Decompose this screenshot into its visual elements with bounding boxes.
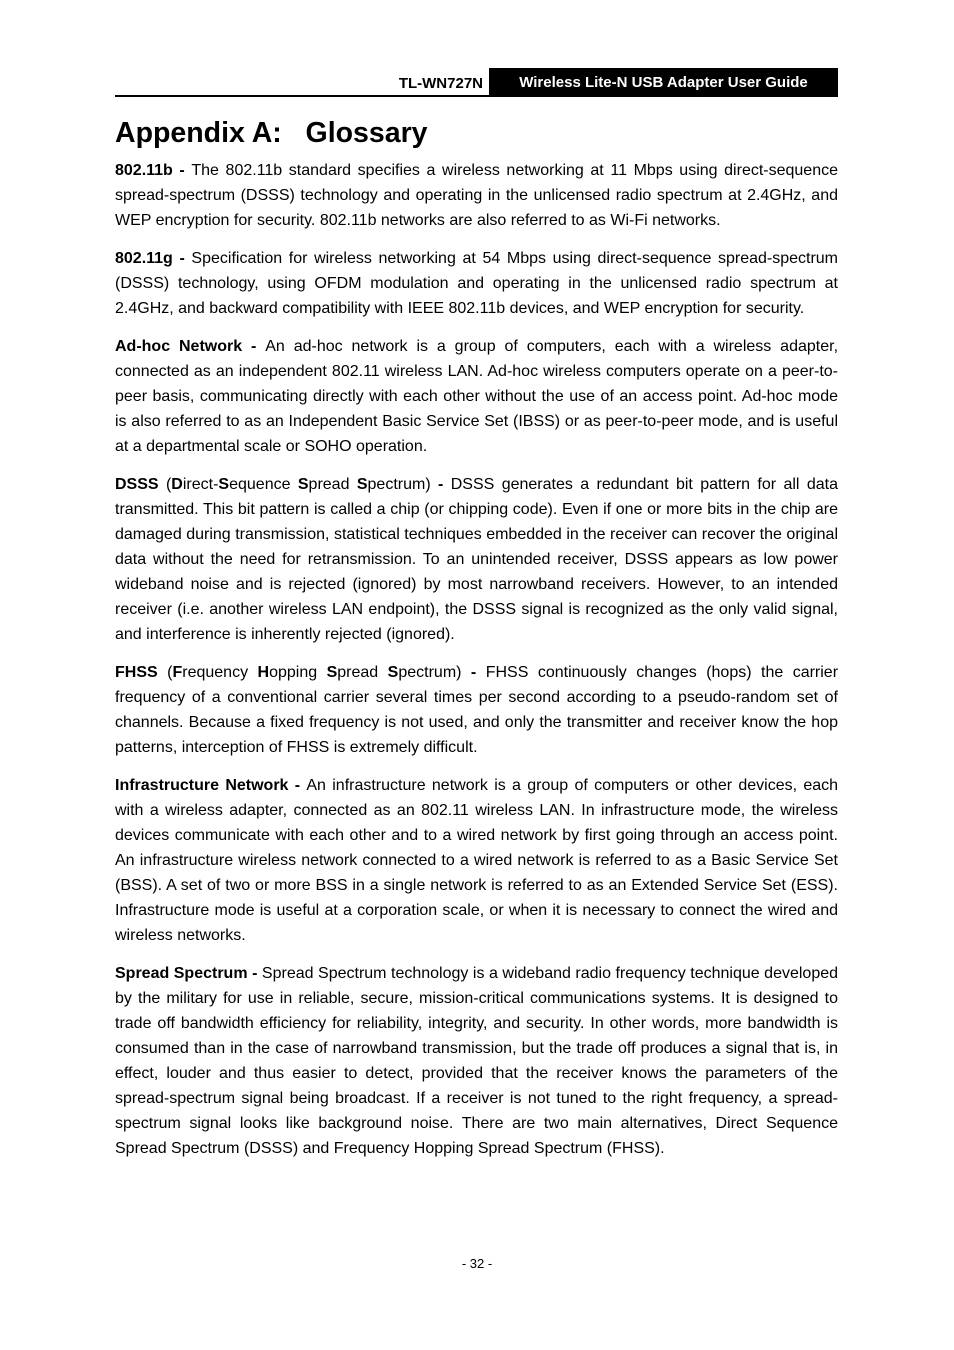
expansion-initial: S (356, 476, 368, 493)
page-title: Appendix A: Glossary (115, 117, 428, 149)
glossary-term: DSSS (115, 476, 159, 493)
glossary-definition: The 802.11b standard specifies a wireless networking at 11 Mbps using direct-sequence spread-spectrum (DSSS) technology and operating in the unlicensed radio spectrum at 2.4GHz, and WEP encryption for security. 802.11b networks are also referred to as Wi-Fi networks. (115, 162, 839, 229)
term-expansion: (Frequency Hopping Spread Spectrum) (157, 664, 462, 681)
glossary-entry (115, 334, 838, 459)
glossary-entry (115, 660, 838, 760)
glossary-entry (115, 246, 838, 321)
page-number: - 32 - (461, 1256, 493, 1271)
term-separator: - (172, 162, 192, 179)
glossary-definition: DSSS generates a redundant bit pattern for all data transmitted. This bit pattern is called a chip (or chipping code). Even if one or more bits in the chip are damaged during transmission, statistical techniques embedded in the receiver can recover the original data without the need for retransmission. To an unintended receiver, DSSS appears as low power wideband noise and is rejected (ignored) by most narrowband receivers. However, to an intended receiver (i.e. another wireless LAN endpoint), the DSSS signal is recognized as the only valid signal, and interference is inherently rejected (ignored). (115, 476, 839, 643)
glossary-term: Ad-hoc Network (115, 338, 243, 355)
term-separator: - (288, 777, 307, 794)
glossary-definition: Specification for wireless networking at 54 Mbps using direct-sequence spread-spectrum (DSSS) technology, using OFDM modulation and operating in the unlicensed radio spectrum at 2.4GHz, and backward compatibility with IEEE 802.11b devices, and WEP encryption for security. (115, 250, 839, 317)
expansion-rest: pread (337, 664, 388, 681)
glossary-term: Infrastructure Network (115, 777, 289, 794)
expansion-rest: pectrum (367, 476, 426, 493)
expansion-initial: F (172, 664, 183, 681)
expansion-initial: S (387, 664, 399, 681)
glossary-entry (115, 472, 838, 647)
page-header (115, 68, 838, 97)
header-model-name: TL-WN727N (398, 75, 483, 92)
term-separator: - (242, 338, 266, 355)
glossary-definition: An infrastructure network is a group of computers or other devices, each with a wireless adapter, connected as an 802.11 wireless LAN. In infrastructure mode, the wireless devices communicate with each other and to a wired network by first going through an access point. An infrastructure wireless network connected to a wired network is referred to as a Basic Service Set (BSS). A set of two or more BSS in a single network is referred to as an Extended Service Set (ESS). Infrastructure mode is useful at a corporation scale, or when it is necessary to connect the wired and wireless networks. (115, 777, 839, 944)
glossary-definition: FHSS continuously changes (hops) the carrier frequency of a conventional carrier several times per second according to a pseudo-random set of channels. Because a fixed frequency is not used, and only the transmitter and receiver know the hop patterns, interception of FHSS is extremely difficult. (115, 664, 839, 756)
expansion-initial: H (257, 664, 270, 681)
glossary-entry (115, 158, 838, 233)
expansion-initial: S (326, 664, 338, 681)
expansion-rest: pectrum (398, 664, 457, 681)
expansion-rest: requency (182, 664, 258, 681)
term-separator: - (430, 476, 451, 493)
term-separator: - (172, 250, 192, 267)
expansion-rest: pread (308, 476, 357, 493)
expansion-initial: D (171, 476, 183, 493)
expansion-rest: equence (229, 476, 298, 493)
glossary-definition: Spread Spectrum technology is a wideband radio frequency technique developed by the military for use in reliable, secure, mission-critical communications systems. It is designed to trade off bandwidth efficiency for reliability, integrity, and security. In other words, more bandwidth is consumed than in the case of narrowband transmission, but the trade off produces a signal that is, in effect, louder and thus easier to detect, provided that the receiver knows the parameters of the spread-spectrum signal being broadcast. If a receiver is not tuned to the right frequency, a spread-spectrum signal looks like background noise. There are two main alternatives, Direct Sequence Spread Spectrum (DSSS) and Frequency Hopping Spread Spectrum (FHSS). (115, 965, 839, 1157)
glossary-term: Spread Spectrum (115, 965, 248, 982)
expansion-rest: opping (269, 664, 327, 681)
term-separator: - (461, 664, 486, 681)
glossary-term: 802.11g (115, 250, 173, 267)
glossary-list (115, 158, 838, 1174)
term-separator: - (247, 965, 262, 982)
glossary-term: FHSS (115, 664, 158, 681)
glossary-definition: An ad-hoc network is a group of computers, each with a wireless adapter, connected as an independent 802.11 wireless LAN. Ad-hoc wireless computers operate on a peer-to-peer basis, communicating directly with each other without the use of an access point. Ad-hoc mode is also referred to as an Independent Basic Service Set (IBSS) or as peer-to-peer mode, and is useful at a departmental scale or SOHO operation. (115, 338, 839, 455)
glossary-entry (115, 773, 838, 948)
expansion-rest: irect- (182, 476, 219, 493)
header-guide-title: Wireless Lite-N USB Adapter User Guide (489, 68, 838, 96)
expansion-initial: S (218, 476, 230, 493)
glossary-entry (115, 961, 838, 1161)
expansion-initial: S (297, 476, 309, 493)
glossary-term: 802.11b (115, 162, 173, 179)
term-expansion: (Direct-Sequence Spread Spectrum) (158, 476, 431, 493)
